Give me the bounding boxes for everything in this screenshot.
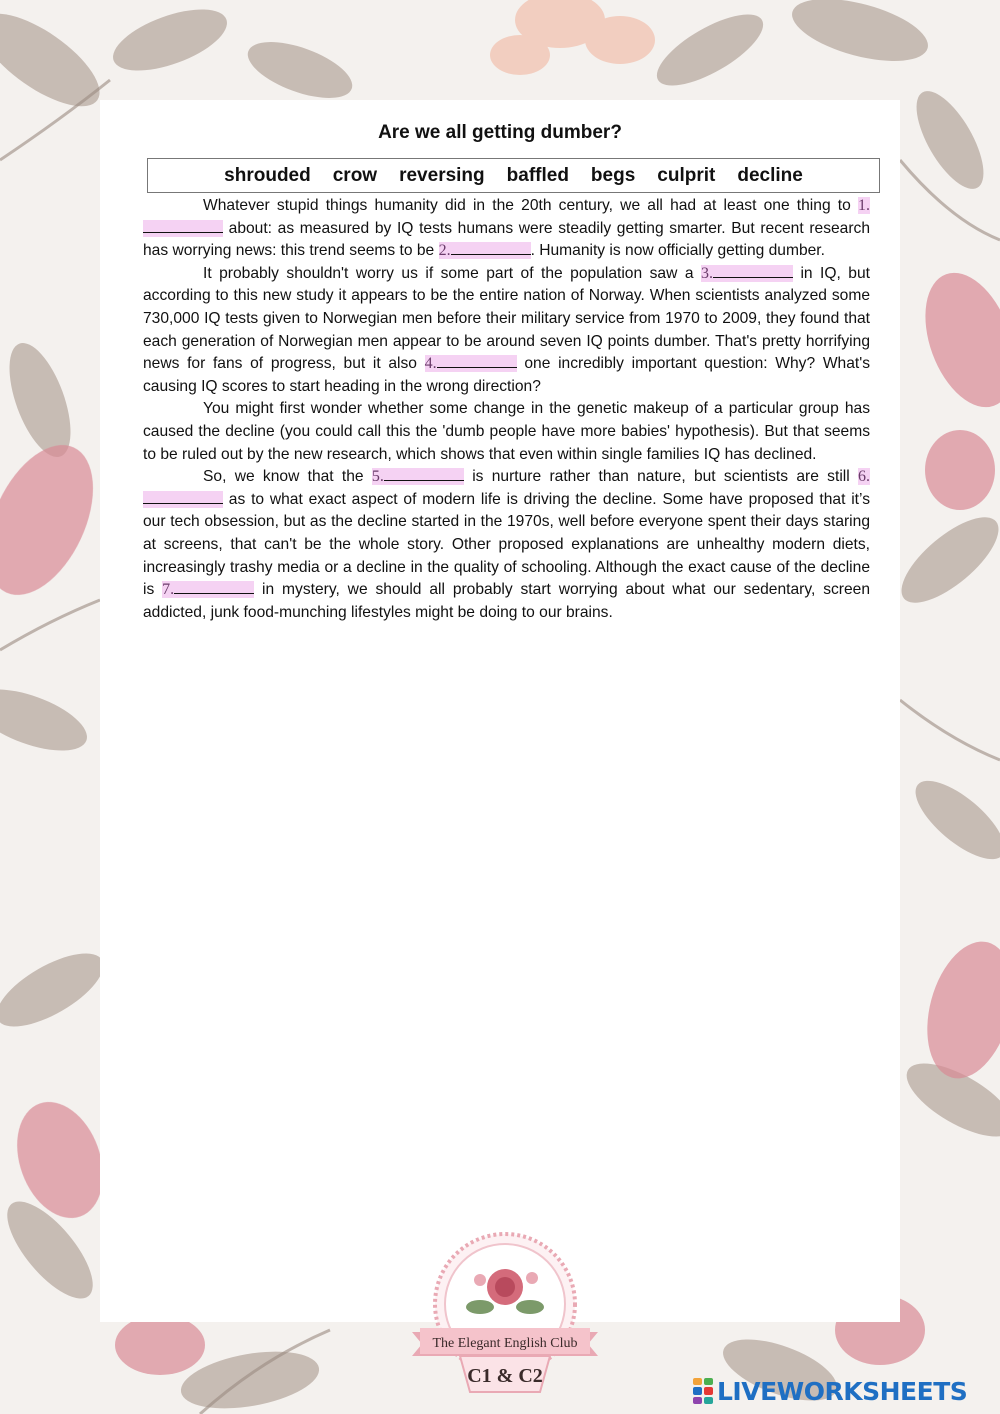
word-bank: [147, 158, 880, 193]
liveworksheets-wordmark: LIVEWORKSHEETS: [717, 1376, 968, 1406]
liveworksheets-brand: [693, 1376, 967, 1406]
blank-number: 1.: [858, 197, 870, 214]
passage-text: . Humanity is now officially getting dumber.: [530, 242, 825, 260]
blank-number: 4.: [424, 355, 437, 373]
passage-text: Whatever stupid things humanity did in the 20th century, we all had at least one thing to: [203, 197, 858, 214]
passage-text: It probably shouldn't worry us if some part of the population saw a: [203, 264, 701, 282]
blank-number: 3.: [700, 264, 713, 282]
answer-blank[interactable]: [372, 468, 464, 485]
logo-level: C1 & C2: [467, 1365, 543, 1387]
paragraph: [143, 466, 870, 624]
blank-number: 2.: [438, 242, 451, 260]
passage-text: in mystery, we should all probably start worrying about what our sedentary, screen addicted, junk food-munching lifestyles might be doing to our brains.: [143, 581, 871, 621]
answer-blank[interactable]: [701, 265, 793, 282]
passage-text: one incredibly important question: Why? What's causing IQ scores to start heading in the wrong direction?: [143, 355, 871, 395]
word-bank-item: crow: [332, 164, 378, 186]
logo-club-name: The Elegant English Club: [432, 1336, 578, 1351]
blank-number: 7.: [162, 581, 175, 599]
passage-text: in IQ, but according to this new study it appears to be the entire nation of Norway. When scientists analyzed some 730,000 IQ tests given to Norwegian men before their military service from 1970 to 2009, they found that each generation of Norwegian men appear to be around seven IQ points dumber. That's pretty horrifying news for fans of progress, but it also: [143, 264, 870, 373]
club-logo: [410, 1232, 600, 1407]
passage-text: about: as measured by IQ tests humans were steadily getting smarter. But recent research has worrying news: this trend seems to be: [143, 219, 870, 260]
passage-text: You might first wonder whether some change in the genetic makeup of a particular group has caused the decline (you could call this the 'dumb people have more babies' hypothesis). But that seems to be ruled out by the new research, which shows that even within single families IQ has declined.: [143, 400, 870, 463]
liveworksheets-icon: [693, 1378, 713, 1404]
blank-number: 6.: [858, 468, 871, 486]
answer-blank[interactable]: [439, 242, 531, 259]
word-bank-item: baffled: [506, 164, 569, 186]
word-bank-item: reversing: [399, 164, 485, 186]
blank-number: 5.: [371, 468, 384, 486]
passage-text: So, we know that the: [203, 468, 372, 486]
reading-text: [143, 195, 870, 624]
answer-blank[interactable]: [425, 355, 517, 372]
paragraph: [143, 263, 870, 399]
word-bank-item: culprit: [657, 164, 716, 186]
paragraph: [143, 195, 870, 263]
word-bank-item: decline: [737, 164, 803, 186]
paragraph: [143, 398, 870, 466]
word-bank-item: shrouded: [224, 164, 311, 186]
worksheet-title: Are we all getting dumber?: [378, 122, 622, 143]
passage-text: is nurture rather than nature, but scientists are still: [463, 468, 859, 486]
answer-blank[interactable]: [162, 581, 254, 598]
word-bank-item: begs: [590, 164, 636, 186]
passage-text: as to what exact aspect of modern life is driving the decline. Some have proposed that it’s our tech obsession, but as the decline started in the 1970s, well before everyone spent their days staring at screens, that can't be the whole story. Other proposed explanations are unhealthy modern diets, increasingly trashy media or a decline in the quality of schooling. Although the exact cause of the decline is: [143, 490, 870, 599]
